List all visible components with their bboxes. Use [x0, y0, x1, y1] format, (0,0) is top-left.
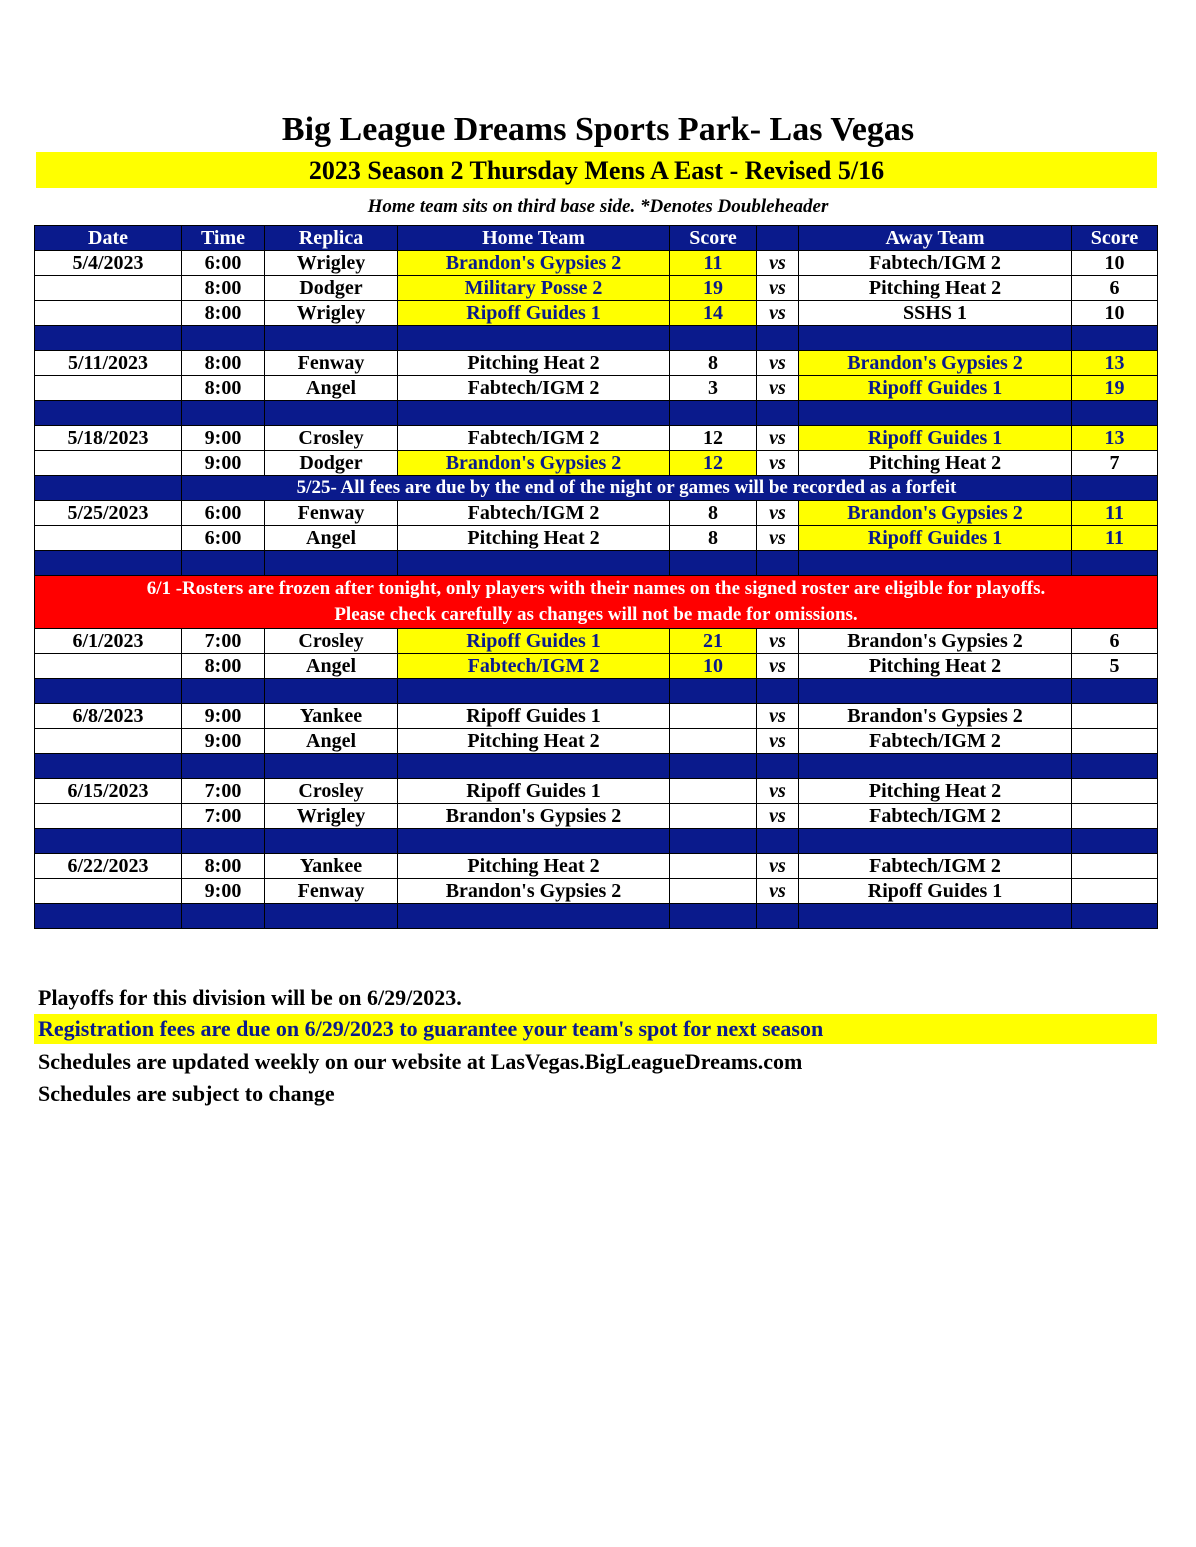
- schedule-table: [34, 225, 1158, 929]
- separator-cell: [35, 551, 182, 576]
- game-date: [35, 526, 182, 551]
- col-header-date: Date: [35, 226, 182, 251]
- away-score: [1072, 879, 1158, 904]
- separator-cell: [182, 679, 265, 704]
- away-score: 19: [1072, 376, 1158, 401]
- away-score: 13: [1072, 351, 1158, 376]
- table-row: [35, 426, 1158, 451]
- home-team: Brandon's Gypsies 2: [398, 451, 670, 476]
- home-score: 3: [670, 376, 757, 401]
- game-date: [35, 276, 182, 301]
- separator-cell: [182, 904, 265, 929]
- game-time: 9:00: [182, 426, 265, 451]
- away-team: Ripoff Guides 1: [799, 879, 1072, 904]
- separator-cell: [265, 754, 398, 779]
- roster-banner-line2: Please check carefully as changes will not be made for omissions.: [334, 604, 858, 625]
- away-team: Pitching Heat 2: [799, 779, 1072, 804]
- away-score: 6: [1072, 629, 1158, 654]
- home-score: [670, 879, 757, 904]
- game-replica: Fenway: [265, 501, 398, 526]
- separator-cell: [35, 679, 182, 704]
- away-team: Brandon's Gypsies 2: [799, 704, 1072, 729]
- home-team: Pitching Heat 2: [398, 729, 670, 754]
- home-score: [670, 704, 757, 729]
- table-row: [35, 501, 1158, 526]
- game-replica: Crosley: [265, 426, 398, 451]
- roster-banner: [35, 576, 1158, 629]
- separator-cell: [1072, 829, 1158, 854]
- table-row: [35, 854, 1158, 879]
- separator-cell: [670, 551, 757, 576]
- home-score: 10: [670, 654, 757, 679]
- game-date: 5/11/2023: [35, 351, 182, 376]
- away-team: Fabtech/IGM 2: [799, 251, 1072, 276]
- game-date: [35, 729, 182, 754]
- separator-cell: [398, 551, 670, 576]
- separator-cell: [265, 829, 398, 854]
- home-score: 21: [670, 629, 757, 654]
- table-row: [35, 251, 1158, 276]
- vs-label: vs: [757, 526, 799, 551]
- away-score: 11: [1072, 526, 1158, 551]
- home-score: [670, 804, 757, 829]
- registration-note: [34, 1014, 1157, 1044]
- separator-cell: [35, 754, 182, 779]
- home-team: Fabtech/IGM 2: [398, 654, 670, 679]
- away-team: Ripoff Guides 1: [799, 376, 1072, 401]
- home-score: 12: [670, 426, 757, 451]
- separator-row: [35, 829, 1158, 854]
- vs-label: vs: [757, 276, 799, 301]
- away-team: Brandon's Gypsies 2: [799, 501, 1072, 526]
- separator-cell: [799, 904, 1072, 929]
- home-team: Fabtech/IGM 2: [398, 376, 670, 401]
- game-date: [35, 804, 182, 829]
- separator-cell: [182, 829, 265, 854]
- game-time: 9:00: [182, 879, 265, 904]
- game-time: 6:00: [182, 501, 265, 526]
- game-date: [35, 451, 182, 476]
- game-time: 6:00: [182, 526, 265, 551]
- separator-cell: [398, 679, 670, 704]
- home-score: 19: [670, 276, 757, 301]
- vs-label: vs: [757, 426, 799, 451]
- separator-row: [35, 401, 1158, 426]
- game-date: [35, 654, 182, 679]
- separator-cell: [398, 401, 670, 426]
- game-time: 8:00: [182, 376, 265, 401]
- col-header-replica: Replica: [265, 226, 398, 251]
- separator-cell: [265, 326, 398, 351]
- game-date: 6/1/2023: [35, 629, 182, 654]
- col-header-time: Time: [182, 226, 265, 251]
- table-row: [35, 779, 1158, 804]
- home-score: [670, 779, 757, 804]
- away-team: Ripoff Guides 1: [799, 526, 1072, 551]
- away-score: 11: [1072, 501, 1158, 526]
- separator-cell: [799, 326, 1072, 351]
- vs-label: vs: [757, 629, 799, 654]
- separator-cell: [398, 326, 670, 351]
- separator-cell: [799, 679, 1072, 704]
- vs-label: vs: [757, 376, 799, 401]
- game-date: [35, 879, 182, 904]
- table-row: [35, 526, 1158, 551]
- separator-cell: [265, 401, 398, 426]
- separator-cell: [1072, 754, 1158, 779]
- game-replica: Angel: [265, 654, 398, 679]
- vs-label: vs: [757, 779, 799, 804]
- table-header: [35, 226, 1158, 251]
- separator-cell: [670, 401, 757, 426]
- schedule-subtitle: 2023 Season 2 Thursday Mens A East - Revised 5/16: [36, 152, 1157, 188]
- home-score: 11: [670, 251, 757, 276]
- vs-label: vs: [757, 501, 799, 526]
- away-score: 5: [1072, 654, 1158, 679]
- home-score: 14: [670, 301, 757, 326]
- game-date: 5/4/2023: [35, 251, 182, 276]
- away-score: 7: [1072, 451, 1158, 476]
- separator-row: [35, 551, 1158, 576]
- separator-row: [35, 754, 1158, 779]
- separator-cell: [182, 326, 265, 351]
- away-score: [1072, 854, 1158, 879]
- home-team: Ripoff Guides 1: [398, 704, 670, 729]
- game-date: [35, 376, 182, 401]
- roster-banner-line1: 6/1 -Rosters are frozen after tonight, only players with their names on the signed roster are eligible for playoffs.: [146, 578, 1046, 599]
- game-time: 8:00: [182, 276, 265, 301]
- away-score: [1072, 729, 1158, 754]
- table-row: [35, 351, 1158, 376]
- table-row: [35, 879, 1158, 904]
- vs-label: vs: [757, 351, 799, 376]
- game-replica: Wrigley: [265, 804, 398, 829]
- away-score: 13: [1072, 426, 1158, 451]
- separator-cell: [35, 401, 182, 426]
- page-title: Big League Dreams Sports Park- Las Vegas: [281, 111, 915, 148]
- separator-row: [35, 679, 1158, 704]
- separator-cell: [757, 551, 799, 576]
- away-team: Ripoff Guides 1: [799, 426, 1072, 451]
- separator-cell: [1072, 904, 1158, 929]
- separator-cell: [757, 829, 799, 854]
- game-replica: Angel: [265, 526, 398, 551]
- table-row: [35, 629, 1158, 654]
- fees-banner: 5/25- All fees are due by the end of the night or games will be recorded as a forfeit: [182, 476, 1072, 501]
- home-score: 12: [670, 451, 757, 476]
- separator-cell: [799, 754, 1072, 779]
- separator-cell: [670, 326, 757, 351]
- game-replica: Yankee: [265, 704, 398, 729]
- game-time: 7:00: [182, 779, 265, 804]
- separator-cell: [799, 401, 1072, 426]
- home-team: Ripoff Guides 1: [398, 301, 670, 326]
- away-score: [1072, 804, 1158, 829]
- separator-row: [35, 904, 1158, 929]
- game-replica: Crosley: [265, 779, 398, 804]
- game-date: 5/18/2023: [35, 426, 182, 451]
- banner-spacer: [35, 476, 182, 501]
- separator-cell: [182, 551, 265, 576]
- separator-cell: [182, 754, 265, 779]
- separator-cell: [670, 754, 757, 779]
- home-score: 8: [670, 526, 757, 551]
- away-team: Pitching Heat 2: [799, 276, 1072, 301]
- separator-row: [35, 326, 1158, 351]
- game-time: 8:00: [182, 654, 265, 679]
- away-team: Fabtech/IGM 2: [799, 854, 1072, 879]
- home-team: Pitching Heat 2: [398, 351, 670, 376]
- home-team: Pitching Heat 2: [398, 854, 670, 879]
- registration-text: Registration fees are due on 6/29/2023 to guarantee your team's spot for next season: [38, 1016, 824, 1041]
- home-score: [670, 854, 757, 879]
- game-time: 6:00: [182, 251, 265, 276]
- separator-cell: [670, 679, 757, 704]
- separator-cell: [1072, 679, 1158, 704]
- game-replica: Dodger: [265, 451, 398, 476]
- game-replica: Wrigley: [265, 301, 398, 326]
- game-date: 6/22/2023: [35, 854, 182, 879]
- table-row: [35, 301, 1158, 326]
- vs-label: vs: [757, 451, 799, 476]
- game-replica: Fenway: [265, 351, 398, 376]
- separator-cell: [265, 551, 398, 576]
- change-note: Schedules are subject to change: [38, 1081, 335, 1106]
- home-team: Ripoff Guides 1: [398, 629, 670, 654]
- game-replica: Angel: [265, 729, 398, 754]
- home-team: Fabtech/IGM 2: [398, 426, 670, 451]
- vs-label: vs: [757, 854, 799, 879]
- game-time: 7:00: [182, 629, 265, 654]
- col-header-vs: [757, 226, 799, 251]
- home-score: [670, 729, 757, 754]
- separator-cell: [757, 326, 799, 351]
- away-score: 10: [1072, 301, 1158, 326]
- game-time: 7:00: [182, 804, 265, 829]
- home-team: Pitching Heat 2: [398, 526, 670, 551]
- separator-cell: [757, 401, 799, 426]
- table-row: [35, 276, 1158, 301]
- game-time: 9:00: [182, 451, 265, 476]
- game-date: 6/8/2023: [35, 704, 182, 729]
- col-header-home-team: Home Team: [398, 226, 670, 251]
- away-score: 6: [1072, 276, 1158, 301]
- separator-cell: [35, 326, 182, 351]
- separator-cell: [35, 904, 182, 929]
- away-team: SSHS 1: [799, 301, 1072, 326]
- game-replica: Angel: [265, 376, 398, 401]
- game-time: 8:00: [182, 301, 265, 326]
- website-note: Schedules are updated weekly on our website at LasVegas.BigLeagueDreams.com: [38, 1049, 803, 1074]
- away-score: 10: [1072, 251, 1158, 276]
- home-team: Military Posse 2: [398, 276, 670, 301]
- away-team: Pitching Heat 2: [799, 654, 1072, 679]
- separator-cell: [1072, 401, 1158, 426]
- vs-label: vs: [757, 301, 799, 326]
- separator-cell: [757, 754, 799, 779]
- game-replica: Fenway: [265, 879, 398, 904]
- separator-cell: [757, 904, 799, 929]
- separator-cell: [35, 829, 182, 854]
- vs-label: vs: [757, 704, 799, 729]
- vs-label: vs: [757, 879, 799, 904]
- away-team: Pitching Heat 2: [799, 451, 1072, 476]
- vs-label: vs: [757, 729, 799, 754]
- col-header-home-score: Score: [670, 226, 757, 251]
- away-score: [1072, 704, 1158, 729]
- game-time: 8:00: [182, 351, 265, 376]
- separator-cell: [398, 829, 670, 854]
- game-time: 8:00: [182, 854, 265, 879]
- home-score: 8: [670, 351, 757, 376]
- separator-cell: [799, 829, 1072, 854]
- separator-cell: [265, 904, 398, 929]
- home-team: Brandon's Gypsies 2: [398, 251, 670, 276]
- away-team: Fabtech/IGM 2: [799, 804, 1072, 829]
- col-header-away-team: Away Team: [799, 226, 1072, 251]
- game-date: [35, 301, 182, 326]
- vs-label: vs: [757, 804, 799, 829]
- separator-cell: [398, 754, 670, 779]
- separator-cell: [1072, 551, 1158, 576]
- separator-cell: [799, 551, 1072, 576]
- away-team: Brandon's Gypsies 2: [799, 629, 1072, 654]
- home-team: Brandon's Gypsies 2: [398, 879, 670, 904]
- game-replica: Dodger: [265, 276, 398, 301]
- away-team: Brandon's Gypsies 2: [799, 351, 1072, 376]
- game-date: 6/15/2023: [35, 779, 182, 804]
- home-score: 8: [670, 501, 757, 526]
- separator-cell: [182, 401, 265, 426]
- away-score: [1072, 779, 1158, 804]
- table-row: [35, 804, 1158, 829]
- table-row: [35, 451, 1158, 476]
- game-replica: Wrigley: [265, 251, 398, 276]
- table-row: [35, 704, 1158, 729]
- banner-spacer: [1072, 476, 1158, 501]
- home-team: Fabtech/IGM 2: [398, 501, 670, 526]
- separator-cell: [757, 679, 799, 704]
- separator-cell: [670, 904, 757, 929]
- col-header-away-score: Score: [1072, 226, 1158, 251]
- game-replica: Crosley: [265, 629, 398, 654]
- fees-banner-row: [35, 476, 1158, 501]
- home-team-note: Home team sits on third base side. *Denotes Doubleheader: [367, 196, 829, 217]
- game-replica: Yankee: [265, 854, 398, 879]
- game-time: 9:00: [182, 704, 265, 729]
- separator-cell: [398, 904, 670, 929]
- vs-label: vs: [757, 654, 799, 679]
- away-team: Fabtech/IGM 2: [799, 729, 1072, 754]
- table-row: [35, 654, 1158, 679]
- separator-cell: [265, 679, 398, 704]
- separator-cell: [670, 829, 757, 854]
- vs-label: vs: [757, 251, 799, 276]
- home-team: Ripoff Guides 1: [398, 779, 670, 804]
- home-team: Brandon's Gypsies 2: [398, 804, 670, 829]
- separator-cell: [1072, 326, 1158, 351]
- table-row: [35, 729, 1158, 754]
- playoffs-note: Playoffs for this division will be on 6/29/2023.: [38, 985, 462, 1010]
- game-time: 9:00: [182, 729, 265, 754]
- table-row: [35, 376, 1158, 401]
- roster-banner-row: [35, 576, 1158, 629]
- game-date: 5/25/2023: [35, 501, 182, 526]
